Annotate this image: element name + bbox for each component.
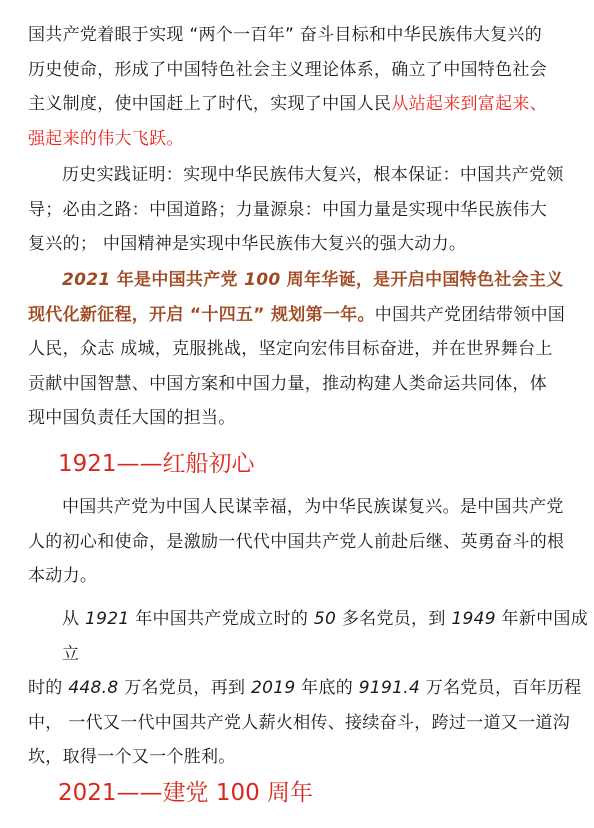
- text-line: 本动力。: [28, 566, 98, 586]
- year-number: 1949: [451, 609, 496, 629]
- text-segment: 年中国共产党成立时的: [129, 609, 314, 629]
- text-segment: 万名党员，百年历程: [420, 678, 582, 698]
- highlight-text: 现代化新征程，开启 “十四五” 规划第一年。: [28, 304, 375, 325]
- year-number: 2019: [251, 678, 296, 698]
- member-count: 50: [313, 609, 337, 629]
- text-line: [28, 298, 568, 333]
- text-segment: 年是中国共产党: [110, 270, 245, 290]
- text-segment: 万名党员，再到: [118, 678, 251, 698]
- anniversary-number: 100: [244, 270, 281, 290]
- text-segment: 从: [62, 609, 86, 629]
- text-line: 复兴的； 中国精神是实现中华民族伟大复兴的强大动力。: [28, 234, 467, 254]
- text-line: 人民，众志 成城，克服挑战，坚定向宏伟目标奋进，并在世界舞台上: [28, 339, 553, 359]
- member-count: 448.8: [68, 678, 119, 698]
- text-segment: 多名党员，到: [336, 609, 452, 629]
- highlight-text: 从站起来到富起来、: [391, 94, 548, 114]
- text-segment: 年底的: [295, 678, 359, 698]
- text-segment: 中国共产党团结带领中国: [374, 304, 566, 325]
- text-line: 中， 一代又一代中国共产党人薪火相传、接续奋斗，跨过一道又一道沟: [28, 712, 571, 733]
- text-line: 现中国负责任大国的担当。: [28, 408, 236, 428]
- paragraph-mission: [28, 490, 568, 594]
- year-number: 1921: [85, 609, 130, 629]
- paragraph-membership: [28, 602, 589, 775]
- text-line: 贡献中国智慧、中国方案和中国力量，推动构建人类命运共同体，体: [28, 373, 547, 394]
- text-line: 导；必由之路：中国道路；力量源泉：中国力量是实现中华民族伟大: [28, 199, 547, 220]
- text-segment: 时的: [28, 678, 69, 698]
- text-line: 坎，取得一个又一个胜利。: [28, 747, 236, 767]
- highlight-text: 强起来的伟大飞跃。: [28, 128, 184, 149]
- highlight-text: [28, 263, 568, 298]
- text-segment: 年新中国成: [495, 609, 589, 629]
- text-line: 历史使命，形成了中国特色社会主义理论体系，确立了中国特色社会: [28, 59, 547, 80]
- text-line: 中国共产党为中国人民谋幸福，为中华民族谋复兴。是中国共产党: [62, 497, 564, 517]
- text-line: 人的初心和使命，是激励一代代中国共产党人前赴后继、英勇奋斗的根: [28, 531, 565, 552]
- text-line: [28, 602, 589, 637]
- section-heading-1921: 1921——红船初心: [58, 451, 255, 477]
- paragraph-2021: [28, 263, 568, 436]
- text-line: [28, 87, 568, 122]
- member-count: 9191.4: [358, 678, 421, 698]
- text-line: 立: [62, 643, 80, 664]
- paragraph-history: [28, 158, 568, 262]
- text-line: 国共产党着眼于实现 “两个一百年” 奋斗目标和中华民族伟大复兴的: [28, 25, 543, 45]
- year-number: 2021: [62, 270, 111, 290]
- section-heading-2021: 2021——建党 100 周年: [58, 780, 314, 806]
- text-segment: 主义制度，使中国赶上了时代，实现了中国人民: [28, 94, 392, 114]
- paragraph-goals: [28, 18, 568, 156]
- text-segment: 周年华诞，是开启中国特色社会主义: [280, 270, 564, 290]
- text-line: 历史实践证明：实现中华民族伟大复兴，根本保证：中国共产党领: [62, 165, 564, 185]
- text-line: [28, 671, 582, 706]
